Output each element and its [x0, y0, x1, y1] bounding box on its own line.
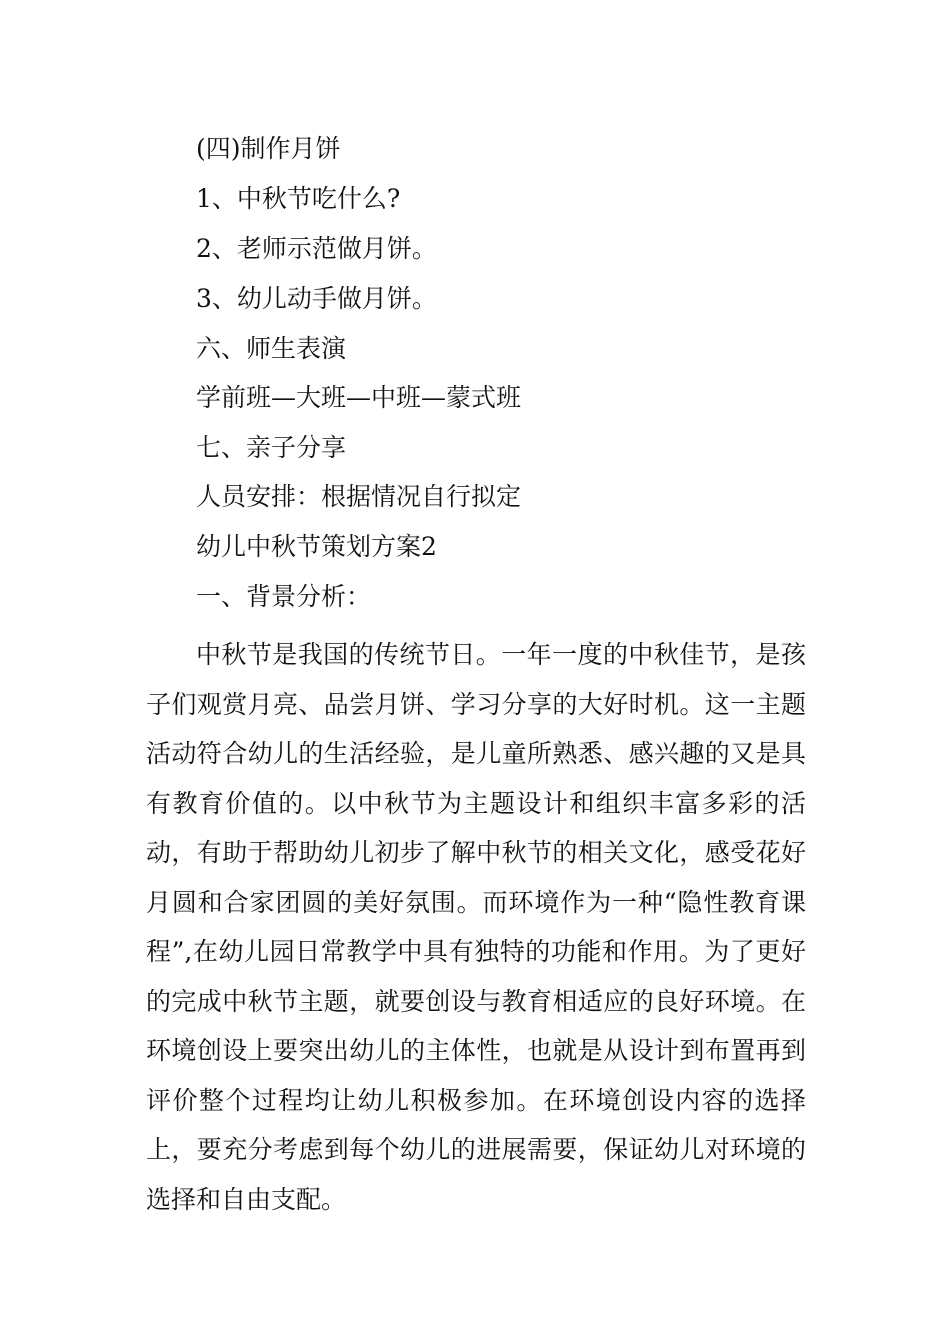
- list-item-3: 3、幼儿动手做月饼。: [196, 284, 437, 313]
- section-heading-sharing: 七、亲子分享: [196, 433, 347, 462]
- background-paragraph: 中秋节是我国的传统节日。一年一度的中秋佳节，是孩子们观赏月亮、品尝月饼、学习分享的大好时机。这一主题活动符合幼儿的生活经验，是儿童所熟悉、感兴趣的又是具有教育价值的。以中秋节为主题设计和组织丰富多彩的活动，有助于帮助幼儿初步了解中秋节的相关文化，感受花好月圆和合家团圆的美好氛围。而环境作为一种“隐性教育课程”,在幼儿园日常教学中具有独特的功能和作用。为了更好的完成中秋节主题，就要创设与教育相适应的良好环境。在环境创设上要突出幼儿的主体性，也就是从设计到布置再到评价整个过程均让幼儿积极参加。在环境创设内容的选择上，要充分考虑到每个幼儿的进展需要，保证幼儿对环境的选择和自由支配。: [146, 640, 806, 1214]
- performance-order: 学前班—大班—中班—蒙式班: [196, 383, 522, 412]
- staffing-note: 人员安排：根据情况自行拟定: [196, 482, 522, 511]
- section-heading-performance: 六、师生表演: [196, 334, 347, 363]
- list-item-1: 1、中秋节吃什么?: [196, 184, 401, 213]
- list-item-2: 2、老师示范做月饼。: [196, 234, 437, 263]
- section-heading-background: 一、背景分析：: [196, 582, 372, 611]
- section-heading-make-mooncakes: (四)制作月饼: [196, 134, 341, 163]
- plan-title: 幼儿中秋节策划方案2: [196, 532, 437, 561]
